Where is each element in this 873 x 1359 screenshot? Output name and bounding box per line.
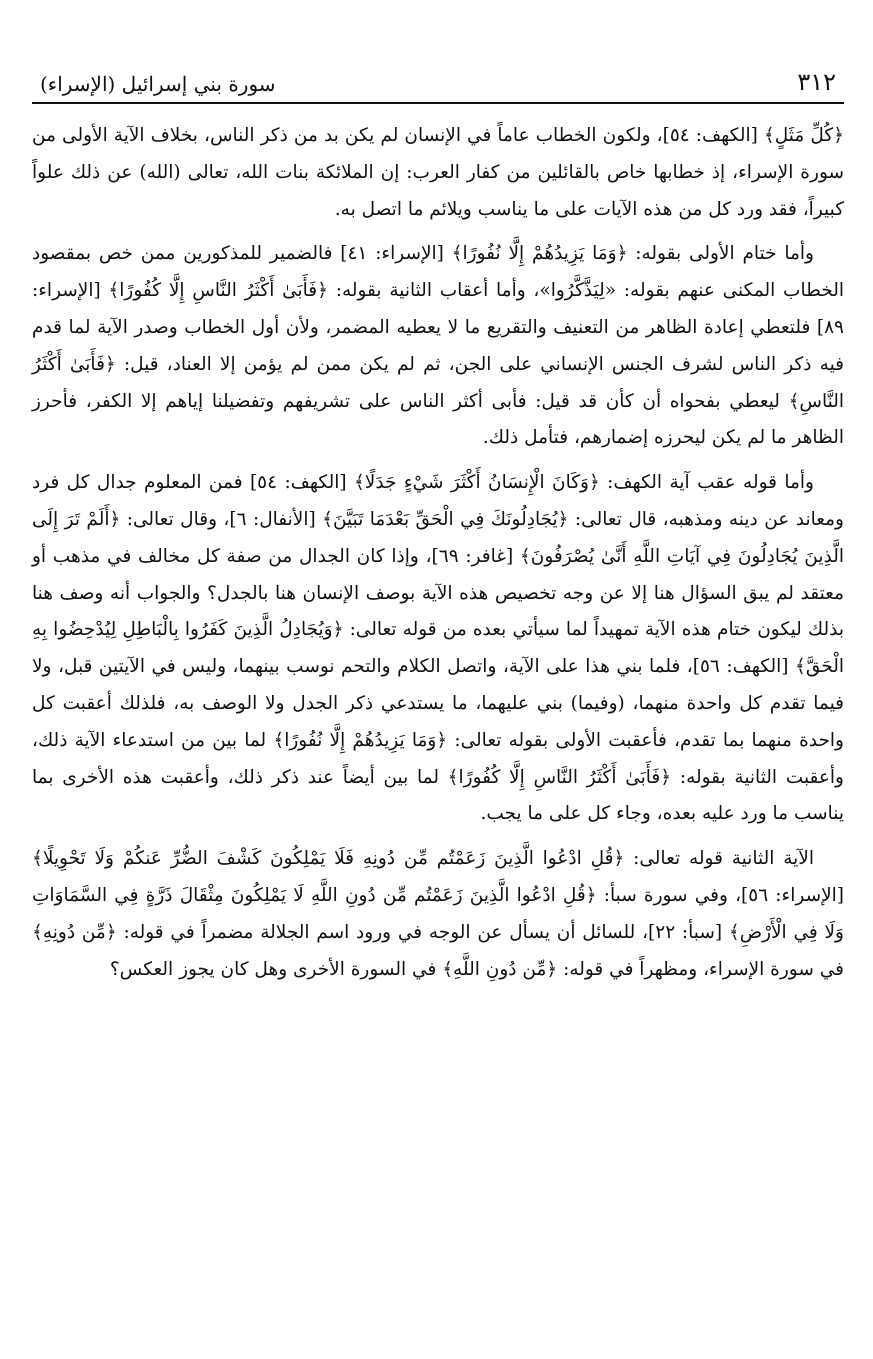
- book-page: [32, 56, 844, 996]
- page-number: ٣١٢: [797, 68, 836, 96]
- page-header: [32, 56, 844, 102]
- paragraph-2: وأما ختام الأولى بقوله: ﴿وَمَا يَزِيدُهُمْ إِلَّا نُفُورًا﴾ [الإسراء: ٤١] فالضمير للمذكورين ممن خص بمقصود الخطاب المكنى عنهم بقوله: «لِيَذَّكَّرُوا»، وأما أعقاب الثانية بقوله: ﴿فَأَبَىٰ أَكْثَرُ النَّاسِ إِلَّا كُفُورًا﴾ [الإسراء: ٨٩] فلتعطي إعادة الظاهر من التعنيف والتقريع ما لا يعطيه المضمر، ولأن أول الخطاب وصدر الآية لما قدم فيه ذكر الناس لشرف الجنس الإنساني على الجن، ثم لم يكن ممن لم يؤمن إلا العناد، قيل: ﴿فَأَبَىٰ أَكْثَرُ النَّاسِ﴾ ليعطي بفحواه أن كأن قد قيل: فأبى أكثر الناس على تشريفهم وتفضيلنا إياهم إلا الكفر، فأحرز الظاهر ما لم يكن ليحرزه إضمارهم، فتأمل ذلك.: [32, 243, 844, 449]
- paragraph-4: الآية الثانية قوله تعالى: ﴿قُلِ ادْعُوا الَّذِينَ زَعَمْتُم مِّن دُونِهِ فَلَا يَمْلِكُونَ كَشْفَ الضُّرِّ عَنكُمْ وَلَا تَحْوِيلًا﴾ [الإسراء: ٥٦]، وفي سورة سبأ: ﴿قُلِ ادْعُوا الَّذِينَ زَعَمْتُم مِّن دُونِ اللَّهِ لَا يَمْلِكُونَ مِثْقَالَ ذَرَّةٍ فِي السَّمَاوَاتِ وَلَا فِي الْأَرْضِ﴾ [سبأ: ٢٢]، للسائل أن يسأل عن الوجه في ورود اسم الجلالة مضمراً في قوله: ﴿مِّن دُونِهِ﴾ في سورة الإسراء، ومظهراً في قوله: ﴿مِّن دُونِ اللَّهِ﴾ في السورة الأخرى وهل كان يجوز العكس؟: [32, 848, 844, 980]
- header-divider: [32, 102, 844, 104]
- paragraph-1: ﴿كُلِّ مَثَلٍ﴾ [الكهف: ٥٤]، ولكون الخطاب عاماً في الإنسان لم يكن بد من ذكر الناس، بخلاف الآية الأولى من سورة الإسراء، إذ خطابها خاص بالقائلين من كفار العرب: إن الملائكة بنات الله، تعالى (الله) عن ذلك علواً كبيراً، فقد ورد كل من هذه الآيات على ما يناسب ويلائم ما اتصل به.: [32, 125, 844, 220]
- surah-title: سورة بني إسرائيل (الإسراء): [40, 72, 276, 96]
- paragraph-3: وأما قوله عقب آية الكهف: ﴿وَكَانَ الْإِنسَانُ أَكْثَرَ شَيْءٍ جَدَلًا﴾ [الكهف: ٥٤] فمن المعلوم جدال كل فرد ومعاند عن دينه ومذهبه، قال تعالى: ﴿يُجَادِلُونَكَ فِي الْحَقِّ بَعْدَمَا تَبَيَّنَ﴾ [الأنفال: ٦]، وقال تعالى: ﴿أَلَمْ تَرَ إِلَى الَّذِينَ يُجَادِلُونَ فِي آيَاتِ اللَّهِ أَنَّىٰ يُصْرَفُونَ﴾ [غافر: ٦٩]، وإذا كان الجدال من صفة كل مخالف في مذهب أو معتقد لم يبق السؤال هنا إلا عن وجه تخصيص هذه الآية بوصف الإنسان هنا بالجدل؟ والجواب أنه وصف هنا بذلك ليكون ختام هذه الآية تمهيداً لما سيأتي بعده من قوله تعالى: ﴿وَيُجَادِلُ الَّذِينَ كَفَرُوا بِالْبَاطِلِ لِيُدْحِضُوا بِهِ الْحَقَّ﴾ [الكهف: ٥٦]، فلما بني هذا على الآية، واتصل الكلام والتحم نوسب بينهما، وليس في الآيتين قبل، ولا فيما تقدم كل واحدة منهما، (وفيما) بني عليهما، ما يستدعي ذكر الجدل ولا الوصف به، فلذلك أعقبت كل واحدة منهما بما تقدم، فأعقبت الأولى بقوله تعالى: ﴿وَمَا يَزِيدُهُمْ إِلَّا نُفُورًا﴾ لما بين من استدعاء الآية ذلك، وأعقبت الثانية بقوله: ﴿فَأَبَىٰ أَكْثَرُ النَّاسِ إِلَّا كُفُورًا﴾ لما بين أيضاً عند ذكر ذلك، وأعقبت هذه الأخرى بما يناسب ما ورد عليه بعده، وجاء كل على ما يجب.: [32, 472, 845, 825]
- body-text: [32, 118, 844, 988]
